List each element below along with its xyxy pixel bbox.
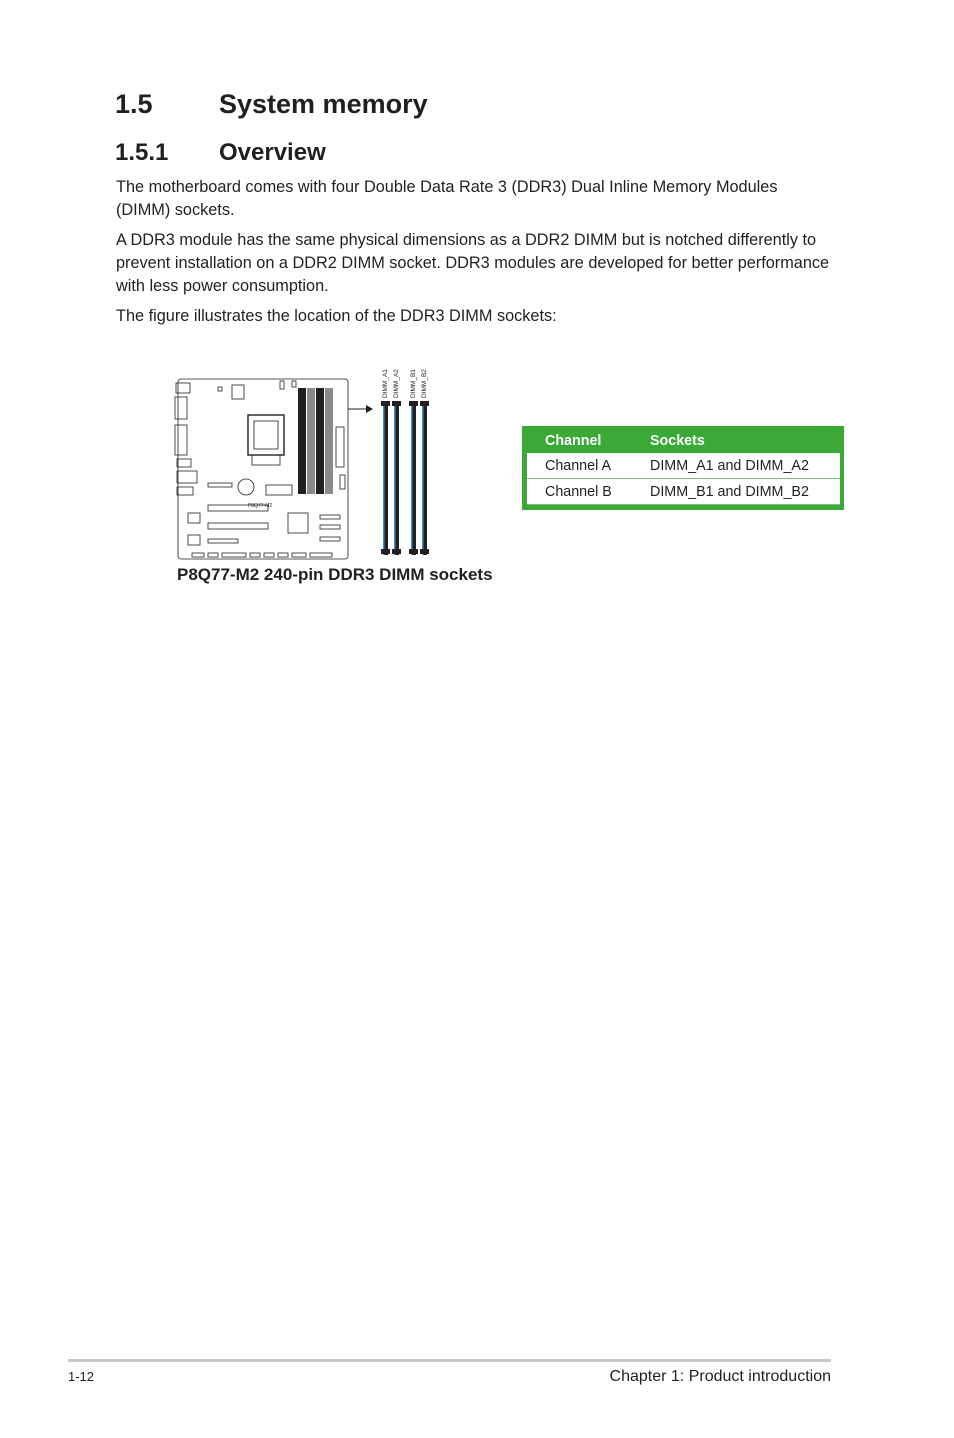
subsection-heading [115, 139, 326, 167]
board-dimm-slots [298, 388, 333, 494]
paragraph-ddr3: A DDR3 module has the same physical dimensions as a DDR2 DIMM but is notched differently to prevent installation on a DDR2 DIMM socket. DDR3 modules are developed for better performance with less power consumption. [116, 231, 830, 295]
table-row [527, 453, 840, 479]
slot-label-b1: DIMM_B1 [410, 369, 417, 398]
section-title: System memory [219, 89, 428, 119]
chapter-title: Chapter 1: Product introduction [609, 1368, 831, 1385]
board-label: P8Q77-M2 [248, 503, 273, 509]
slot-label-b2: DIMM_B2 [421, 369, 428, 398]
dimm-slot-b2 [420, 401, 429, 555]
subsection-number: 1.5.1 [115, 139, 169, 166]
slot-label-a2: DIMM_A2 [393, 369, 400, 398]
dimm-slot-a1 [381, 401, 390, 555]
motherboard-diagram [170, 355, 445, 565]
subsection-title: Overview [219, 139, 326, 166]
table-row [527, 479, 840, 505]
paragraph-figure-intro: The figure illustrates the location of the DDR3 DIMM sockets: [116, 307, 557, 325]
figure-caption: P8Q77-M2 240-pin DDR3 DIMM sockets [177, 565, 493, 584]
table-cell: DIMM_A1 and DIMM_A2 [632, 453, 840, 479]
table-cell: DIMM_B1 and DIMM_B2 [632, 479, 840, 505]
dimm-slot-b1 [409, 401, 418, 555]
section-heading [115, 89, 428, 120]
table-cell: Channel A [527, 453, 632, 479]
channel-table [522, 426, 844, 510]
section-number: 1.5 [115, 89, 153, 119]
page-number: 1-12 [68, 1369, 95, 1384]
table-cell: Channel B [527, 479, 632, 505]
table-header-sockets: Sockets [632, 429, 840, 453]
dimm-slot-a2 [392, 401, 401, 555]
slot-label-a1: DIMM_A1 [382, 369, 389, 398]
table-header-channel: Channel [527, 429, 632, 453]
table-header-row [527, 429, 840, 453]
footer-divider [68, 1359, 831, 1362]
paragraph-intro: The motherboard comes with four Double Data Rate 3 (DDR3) Dual Inline Memory Modules (DIMM) sockets. [116, 178, 778, 219]
